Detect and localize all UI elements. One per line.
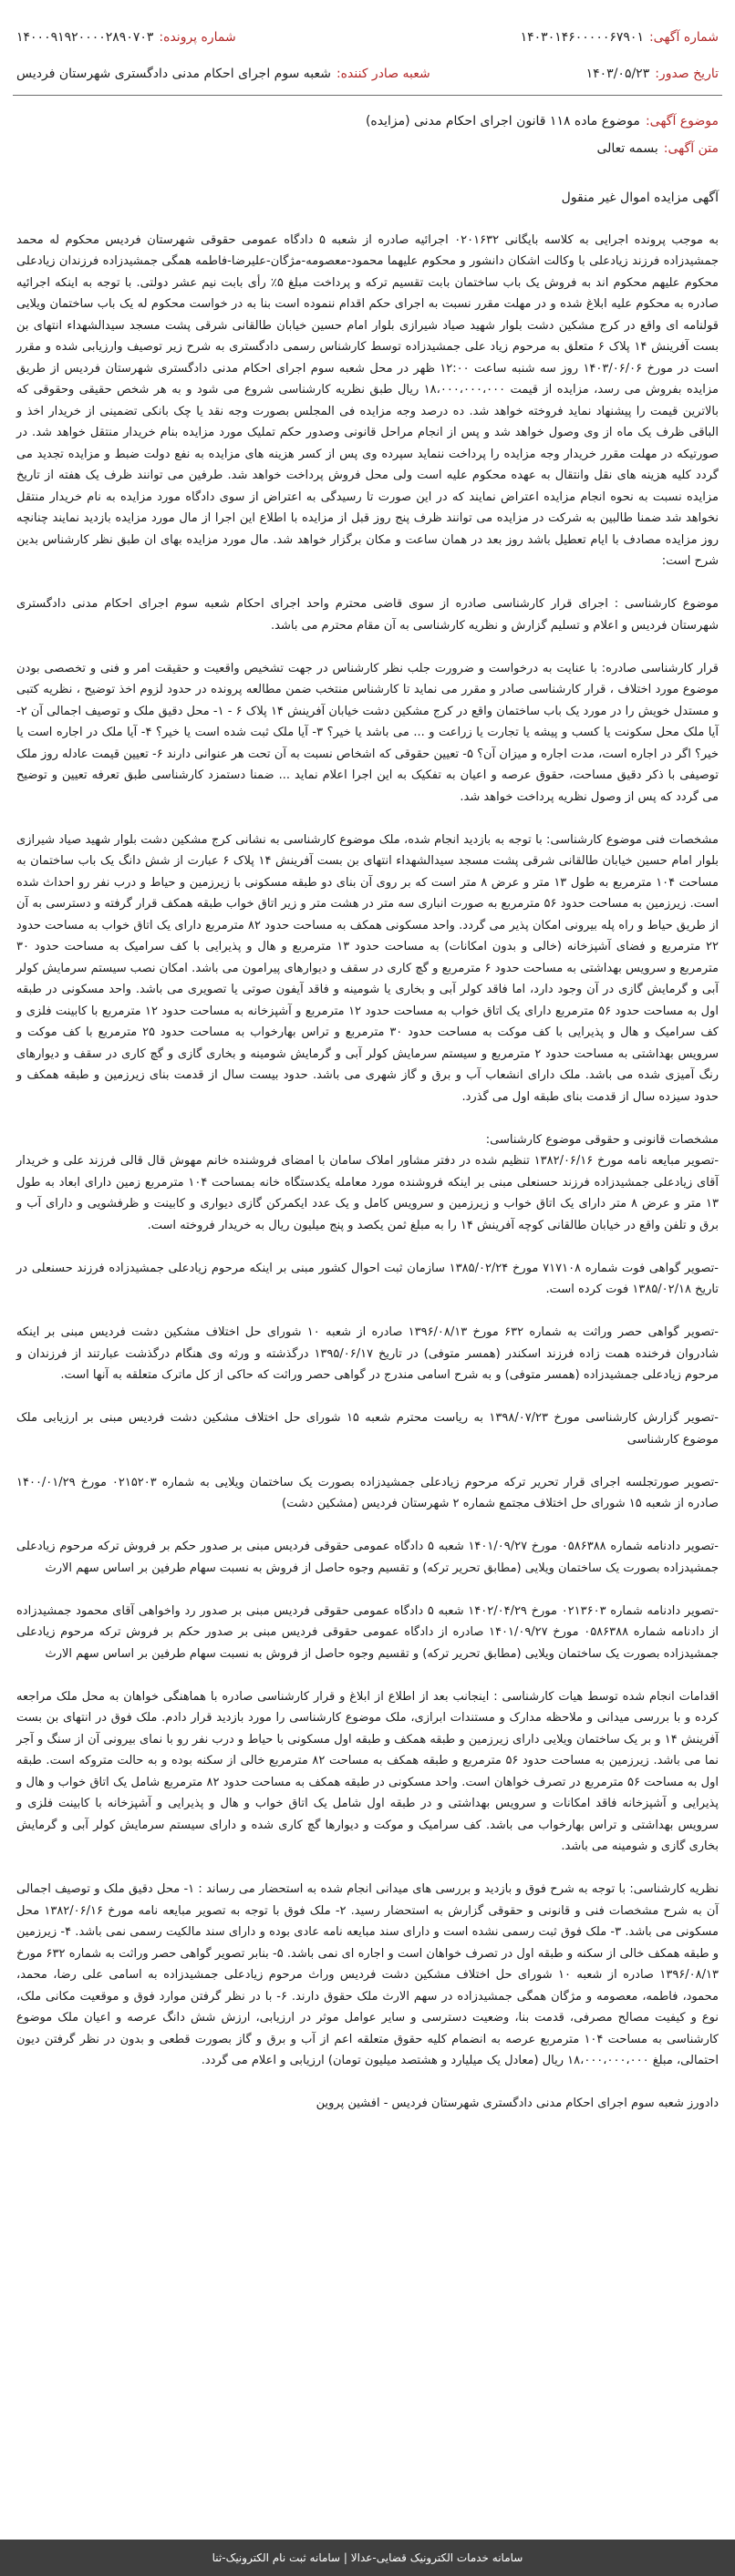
notice-header bbox=[13, 7, 722, 96]
issue-date: ۱۴۰۳/۰۵/۲۳ bbox=[585, 67, 650, 81]
notice-number: ۱۴۰۳۰۱۴۶۰۰۰۰۰۶۷۹۰۱ bbox=[520, 30, 644, 45]
notice-number-field bbox=[521, 24, 719, 51]
subject-label: موضوع آگهی: bbox=[645, 114, 719, 129]
subject-line bbox=[16, 108, 719, 135]
header-row-numbers bbox=[13, 24, 722, 51]
body-intro-line bbox=[16, 135, 719, 162]
issuer-branch-field bbox=[16, 60, 430, 88]
issue-date-label: تاریخ صدور: bbox=[655, 67, 719, 81]
subject-text: موضوع ماده ۱۱۸ قانون اجرای احکام مدنی (مزایده) bbox=[365, 114, 640, 129]
paragraph-legal-7: -تصویر دادنامه شماره ۰۲۱۳۶۰۳ مورخ ۱۴۰۲/۰۴/۲۹ شعبه ۵ دادگاه عمومی حقوقی فردیس مبنی بر صدور رد واخواهی آقای محمود جمشیدزاده از دادنامه شماره ۰۵۸۶۳۸۸ مورخ ۱۴۰۱/۰۹/۲۷ صادره از دادگاه عمومی حقوقی فردیس مبنی بر صدور حکم بر فروش ترکه مرحوم زیادعلی جمشیدزاده بصورت یک ساختمان ویلایی (مطابق تحریر ترکه) و تقسیم وجوه حاصل از فروش به نسبت سهام طرفین بر اساس سهم الارث bbox=[16, 1603, 719, 1661]
body-label: متن آگهی: bbox=[663, 141, 719, 156]
paragraph-order: قرار کارشناسی صادره: با عنایت به درخواست و ضرورت جلب نظر کارشناس در جهت تشخیص واقعیت و حقیقت امر و فنی و تخصصی بودن موضوع مورد اختلاف ، قرار کارشناسی صادر و مقرر می نماید تا کارشناس منتخب ضمن مطالعه پرونده در حدود لزوم اخذ توضیح ، نظریه کتبی و مستدل خویش را در مورد یک باب ساختمان واقع در کرج مشکین دشت خیابان آفرینش ۱۴ پلاک ۶ - ۱- محل دقیق ملک و توصیف اجمالی آن ۲- آیا ملک محل سکونت یا کسب و پیشه یا تجارت یا زراعت و ... می باشد یا خیر؟ ۳- آیا ملک ثبت شده است یا خیر؟ ۴- آیا ملک در اجاره است یا خیر؟ اگر در اجاره است، مدت اجاره و میزان آن؟ ۵- تعیین حقوقی که اشخاص نسبت به آن تحت هر عنوانی دارند ۶- تعیین قیمت عادله روز ملک توصیفی با ذکر دقیق مساحت، حقوق عرصه و اعیان به تفکیک به این اجرا اعلام نماید ... ضمنا دستمزد کارشناسی طبق تعرفه تعیین و توضیح می گردد که پس از وصول نظریه پرداخت خواهد شد. bbox=[16, 661, 719, 804]
footer-bar bbox=[0, 2540, 735, 2576]
paragraph-technical: مشخصات فنی موضوع کارشناسی: با توجه به بازدید انجام شده، ملک موضوع کارشناسی به نشانی کرج مشکین دشت بلوار شهید صیاد شیرازی بلوار امام حسین خیابان طالقانی شرقی پشت مسجد سیدالشهداء انتهای بن بست آفرینش ۱۴ پلاک ۶ عبارت از شش دانگ یک باب ساختمان به مساحت ۱۰۴ مترمربع به طول ۱۳ متر و عرض ۸ متر است که بر روی آن بنای دو طبقه مسکونی با زیرزمین و حیاط و درب نفر رو احداث شده است. زیرزمین به مساحت حدود ۵۶ مترمربع به صورت انباری سه متر در هشت متر و زیر اتاق خواب طبقه همکف قرار گرفته و دسترسی به آن از طریق حیاط و راه پله بیرونی امکان پذیر می گردد. واحد مسکونی همکف به مساحت حدود ۸۲ مترمربع دارای یک اتاق خواب به مساحت حدود ۲۲ مترمربع و فضای آشپزخانه (خالی و بدون امکانات) به مساحت حدود ۱۳ مترمربع و هال و پذیرایی با کف سرامیک به مساحت حدود ۳۰ مترمربع و سرویس بهداشتی به مساحت حدود ۶ مترمربع و گچ کاری در سقف و دیوارهای پیرامون می باشد. امکان نصب سیستم سرمایش کولر آبی و گرمایش گازی در آن وجود دارد، اما فاقد کولر آبی و بخاری یا شومینه و فاقد آیفون صوتی یا تصویری می باشد. واحد مسکونی در طبقه اول به مساحت حدود ۵۶ مترمربع دارای یک اتاق خواب به مساحت حدود ۱۲ مترمربع و آشپزخانه به مساحت حدود ۱۲ مترمربع با کابینت فلزی و کف سرامیک و هال و پذیرایی با کف موکت به مساحت حدود ۳۰ مترمربع و تراس بهارخواب به مساحت حدود ۲۵ مترمربع با کف موکت و سرویس بهداشتی به مساحت حدود ۲ مترمربع و سیستم سرمایش کولر آبی و گرمایش شومینه و بخاری گازی و گچ کاری در سقف و دیوارهای رنگ آمیزی شده می باشد. ملک دارای انشعاب آب و برق و گاز شهری می باشد. حدود بیست سال از قدمت بنای زیرزمین و طبقه همکف و حدود سیزده سال از قدمت بنای طبقه اول می گذرد. bbox=[16, 832, 719, 1104]
paragraph-intro: به موجب پرونده اجرایی به کلاسه بایگانی ۰۲۰۱۶۳۲ اجرائیه صادره از شعبه ۵ دادگاه عمومی حقوقی شهرستان فردیس محکوم له محمد جمشیدزاده فرزند زیادعلی با وکالت اشکان دانشور و محکوم علیهما محمود-معصومه-مژگان-علیرضا-فاطمه همگی جمشیدزاده فرزندان زیادعلی محکوم علیهم محکوم اند به فروش یک باب ساختمان بابت تقسیم ترکه و پرداخت مبلغ ۵٪ رأی بابت نیم عشر دولتی. با توجه به اینکه اجرائیه صادره به محکوم علیه ابلاغ شده و در مهلت مقرر نسبت به اجرای حکم اقدام ننموده است بنا به در خواست محکوم له یک باب ساختمان ویلایی قولنامه ای واقع در کرج مشکین دشت بلوار شهید صیاد شیرازی بلوار امام حسین خیابان طالقانی شرقی پشت مسجد سیدالشهداء انتهای بن بست آفرینش ۱۴ پلاک ۶ متعلق به مرحوم زیاد علی جمشیدزاده توسط کارشناس رسمی دادگستری به شرح زیر توصیف وارزیابی شده و مقرر است در مورخ ۱۴۰۳/۰۶/۰۶ روز سه شنبه ساعت ۱۲:۰۰ ظهر در محل شعبه سوم اجرای احکام مدنی دادگستری شهرستان فردیس از طریق مزایده بفروش می رسد، مزایده از قیمت ۱۸،۰۰۰،۰۰۰،۰۰۰ ریال طبق نظریه کارشناسی شروع می شود و به هر شخص حقیقی وحقوقی که بالاترین قیمت را پیشنهاد نماید فروخته خواهد شد. ده درصد وجه مزایده فی المجلس بصورت وجه نقد یا چک بانکی تضمینی از خریدار اخذ و الباقی ظرف یک ماه از وی وصول خواهد شد و پس از انجام مراحل قانونی وصدور حکم تملیک مورد مزایده بنام خریدار منتقل خواهد شد. در صورتیکه در مهلت مقرر خریدار وجه مزایده را پرداخت ننماید سپرده وی پس از کسر هزینه های مزایده به نفع دولت ضبط و مزایده تجدید می گردد کلیه هزینه های نقل وانتقال به عهده محکوم علیه است ولی محل فروش پرداخت خواهد شد. طرفین می توانند ظرف یک هفته از تاریخ مزایده نسبت به نحوه انجام مزایده اعتراض نمایند که در این صورت تا رسیدگی به اعتراض از سوی دادگاه مورد مزایده به نام خریدار منتقل نخواهد شد ضمنا طالبین به شرکت در مزایده می توانند ظرف پنج روز قبل از مزایده با اطلاع این اجرا از مال مورد مزایده بازدید نمایند چنانچه روز مزایده مصادف با ایام تعطیل باشد روز بعد در همان ساعت و مکان برگزار خواهد شد. مال مورد مزایده بهای ان طبق نظر کارشناس بدین شرح است: bbox=[16, 232, 719, 568]
notice-number-label: شماره آگهی: bbox=[648, 30, 719, 45]
paragraph-legal-6: -تصویر دادنامه شماره ۰۵۸۶۳۸۸ مورخ ۱۴۰۱/۰۹/۲۷ شعبه ۵ دادگاه عمومی حقوقی فردیس مبنی بر صدور حکم بر فروش ترکه مرحوم زیادعلی جمشیدزاده بصورت یک ساختمان ویلایی (مطابق تحریر ترکه) و تقسیم وجوه حاصل از فروش به نسبت سهام طرفین بر اساس سهم الارث bbox=[16, 1540, 719, 1575]
paragraph-legal-2: -تصویر گواهی فوت شماره ۷۱۷۱۰۸ مورخ ۱۳۸۵/۰۲/۲۴ سازمان ثبت احوال کشور مبنی بر اینکه مرحوم زیادعلی جمشیدزاده فرزند حسنعلی در تاریخ ۱۳۸۵/۰۲/۱۸ فوت کرده است. bbox=[16, 1261, 719, 1296]
signature: دادورز شعبه سوم اجرای احکام مدنی دادگستری شهرستان فردیس - افشین پروین bbox=[316, 2097, 719, 2110]
paragraph-opinion: نظریه کارشناسی: با توجه به شرح فوق و بازدید و بررسی های میدانی انجام شده به استحضار می رساند : ۱- محل دقیق ملک و توصیف اجمالی آن به شرح مشخصات فنی و قانونی و حقوقی گزارش به استحضار رسید. ۲- ملک فوق با توجه به تصویر مبایعه نامه مورخ ۱۳۸۲/۰۶/۱۶ محل مسکونی می باشد. ۳- ملک فوق ثبت رسمی نشده است و دارای سند مبایعه نامه عادی بوده و دارای سند مالکیت رسمی نمی باشد. ۴- زیرزمین و طبقه همکف خالی از سکنه و طبقه اول در تصرف خواهان است و اجاره ای نمی باشد. ۵- بنابر تصویر گواهی حصر وراثت به شماره ۶۳۲ مورخ ۱۳۹۶/۰۸/۱۳ صادره از شعبه ۱۰ شورای حل اختلاف مشکین دشت فردیس وراث مرحوم زیادعلی جمشیدزاده به اسامی علی رضا، محمد، محمود، فاطمه، معصومه و مژگان همگی جمشیدزاده در سهم الارث ملک حقوق دارند. ۶- با در نظر گرفتن موارد فوق و موقعیت مکانی ملک، نوع و کیفیت مصالح مصرفی، قدمت بنا، وضعیت دسترسی و سایر عوامل موثر در ارزیابی، ارزش شش دانگ عرصه و اعیان ملک موضوع کارشناسی به مساحت ۱۰۴ مترمربع عرصه به انضمام کلیه حقوق متعلقه اعم از آب و برق و گاز بصورت قطعی و بدون در نظر گرفتن دیون احتمالی، مبلغ ۱۸،۰۰۰،۰۰۰،۰۰۰ ریال (معادل یک میلیارد و هشتصد میلیون تومان) ارزیابی و اعلام می گردد. bbox=[16, 1882, 719, 2067]
issue-date-field bbox=[586, 60, 719, 88]
file-number-label: شماره پرونده: bbox=[159, 30, 236, 45]
paragraph-legal-1: -تصویر مبایعه نامه مورخ ۱۳۸۲/۰۶/۱۶ تنظیم شده در دفتر مشاور املاک سامان با امضای فروشنده خانم مهوش قال قالی فرزند علی و خریدار آقای زیادعلی جمشیدزاده فرزند حسنعلی مبنی بر اینکه فروشنده مورد معامله یکدستگاه خانه بمساحت ۱۰۴ مترمربع زمین دارای ابعاد به طول ۱۳ متر و عرض ۸ متر دارای یک اتاق خواب و زیرزمین و سرویس کامل و یک عدد ایکمرکن گازی دیواری و کابینت و ظرفشویی و دارای آب و برق و تلفن واقع در خیابان طالقانی کوچه آفرینش ۱۴ را به مبلغ ثمن یکصد و پنج میلیون ریال به خریدار فروخته است. bbox=[16, 1154, 719, 1232]
paragraph-legal-3: -تصویر گواهی حصر وراثت به شماره ۶۳۲ مورخ ۱۳۹۶/۰۸/۱۳ صادره از شعبه ۱۰ شورای حل اختلاف مشکین دشت فردیس مبنی بر اینکه شادروان فرخنده همت زاده فرزند اسکندر (همسر متوفی) در تاریخ ۱۳۹۵/۰۶/۱۷ درگذشته و ورثه وی هنگام درگذشت عبارتند از فرزندان و مرحوم زیادعلی جمشیدزاده (همسر متوفی) و به شرح اسامی مندرج در گواهی حصر وراثت که حاکی از کل ماترک متعلقه به آنها است. bbox=[16, 1325, 719, 1382]
paragraph-actions: اقدامات انجام شده توسط هیات کارشناسی : اینجانب بعد از اطلاع از ابلاغ و قرار کارشناسی صادره با هماهنگی خواهان به محل ملک مراجعه کرده و با بررسی میدانی و ملاحظه مدارک و مستندات ابرازی، ملک موضوع کارشناسی را مورد بازدید قرار دادم. ملک فوق در انتهای بن بست آفرینش ۱۴ و بر یک ساختمان ویلایی دارای زیرزمین و طبقه همکف و طبقه اول مسکونی با حیاط و درب نفر رو با نمای بیرونی آن از سنگ و آجر نما می باشد. زیرزمین به مساحت حدود ۵۶ مترمربع و طبقه همکف به مساحت ۸۲ مترمربع خالی از سکنه بوده و به حالت متروکه است. طبقه اول به مساحت ۵۶ مترمربع در تصرف خواهان است. واحد مسکونی در طبقه همکف به مساحت حدود ۸۲ مترمربع شامل یک اتاق خواب و هال و پذیرایی و آشپزخانه فاقد امکانات و سرویس بهداشتی و در طبقه اول شامل یک اتاق خواب و هال و پذیرایی و آشپزخانه با کابینت فلزی و سرویس بهداشتی و تراس بهارخواب می باشد. کف سرامیک و موکت و دیوارها گچ کاری شده و دارای سیستم سرمایش کولر آبی و گرمایش بخاری گازی و شومینه می باشد. bbox=[16, 1689, 719, 1853]
body-opening: بسمه تعالی bbox=[596, 141, 658, 156]
paragraph-legal-5: -تصویر صورتجلسه اجرای قرار تحریر ترکه مرحوم زیادعلی جمشیدزاده بصورت یک ساختمان ویلایی به شماره ۰۲۱۵۲۰۳ مورخ ۱۴۰۰/۰۱/۲۹ صادره از شعبه ۱۵ شورای حل اختلاف مجتمع شماره ۲ شهرستان فردیس (مشکین دشت) bbox=[16, 1475, 719, 1510]
notice-body bbox=[16, 188, 719, 2136]
issuer-branch: شعبه سوم اجرای احکام مدنی دادگستری شهرستان فردیس bbox=[16, 67, 331, 81]
paragraph-legal-4: -تصویر گزارش کارشناسی مورخ ۱۳۹۸/۰۷/۲۳ به ریاست محترم شعبه ۱۵ شورای حل اختلاف مشکین دشت فردیس مبنی بر ارزیابی ملک موضوع کارشناسی bbox=[16, 1411, 719, 1447]
footer-text: سامانه خدمات الکترونیک قضایی-عدالا | سامانه ثبت نام الکترونیک-ثنا bbox=[212, 2551, 523, 2564]
file-number: ۱۴۰۰۰۹۱۹۲۰۰۰۰۲۸۹۰۷۰۳ bbox=[16, 30, 154, 45]
paragraph-legal-heading: مشخصات قانونی و حقوقی موضوع کارشناسی: bbox=[485, 1132, 719, 1147]
file-number-field bbox=[16, 24, 236, 51]
issuer-branch-label: شعبه صادر کننده: bbox=[336, 67, 430, 81]
paragraph-subject: موضوع کارشناسی : اجرای قرار کارشناسی صادره از سوی قاضی محترم واحد اجرای احکام شعبه سوم اجرای احکام مدنی دادگستری شهرستان فردیس و اعلام و تسلیم گزارش و نظریه کارشناسی به آن مقام محترم می باشد. bbox=[16, 597, 719, 633]
notice-meta bbox=[16, 108, 719, 162]
header-row-date-branch bbox=[13, 60, 722, 88]
notice-title: آگهی مزایده اموال غیر منقول bbox=[561, 191, 719, 205]
